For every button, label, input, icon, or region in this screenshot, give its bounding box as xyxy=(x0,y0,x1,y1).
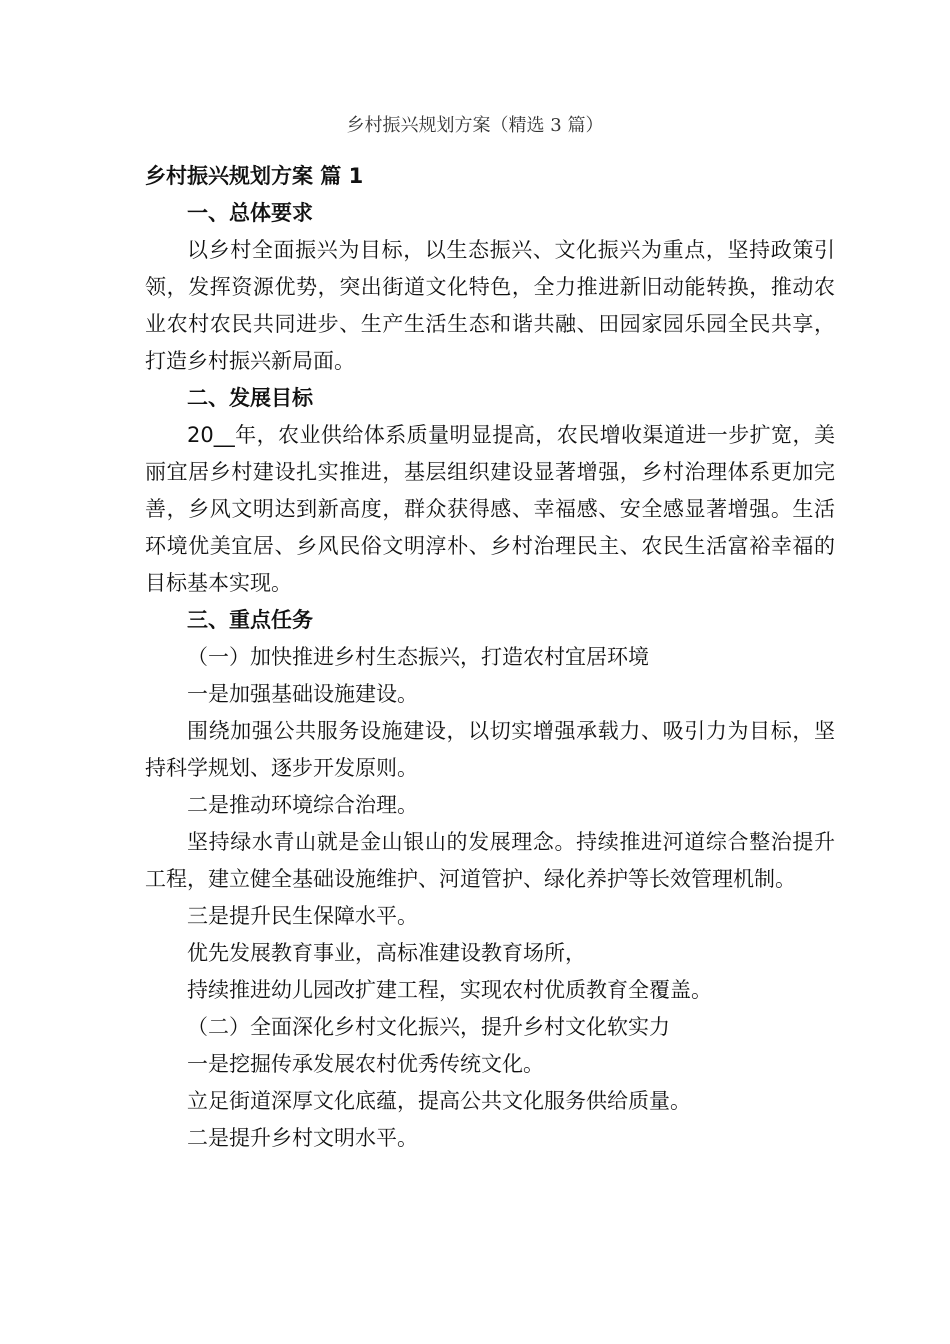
list-item: 二是提升乡村文明水平。 xyxy=(187,1126,418,1150)
section-title: 乡村振兴规划方案 篇 1 xyxy=(145,164,364,188)
heading-key-tasks: 三、重点任务 xyxy=(187,608,313,632)
heading-overall-requirements: 一、总体要求 xyxy=(187,201,313,225)
paragraph: 围绕加强公共服务设施建设，以切实增强承载力、吸引力为目标，坚持科学规划、逐步开发原则。 xyxy=(145,719,835,780)
paragraph: 20__年，农业供给体系质量明显提高，农民增收渠道进一步扩宽，美丽宜居乡村建设扎实推进，基层组织建设显著增强，乡村治理体系更加完善，乡风文明达到新高度，群众获得感、幸福感、安全感显著增强。生活环境优美宜居、乡风民俗文明淳朴、乡村治理民主、农民生活富裕幸福的目标基本实现。 xyxy=(145,423,835,595)
subheading: （二）全面深化乡村文化振兴，提升乡村文化软实力 xyxy=(187,1015,670,1039)
paragraph-line: 优先发展教育事业，高标准建设教育场所， xyxy=(187,941,586,965)
heading-development-goals: 二、发展目标 xyxy=(187,386,313,410)
list-item: 一是挖掘传承发展农村优秀传统文化。 xyxy=(187,1052,544,1076)
paragraph-line: 持续推进幼儿园改扩建工程，实现农村优质教育全覆盖。 xyxy=(187,978,712,1002)
paragraph-line: 立足街道深厚文化底蕴，提高公共文化服务供给质量。 xyxy=(187,1089,691,1113)
list-item: 三是提升民生保障水平。 xyxy=(187,904,418,928)
subheading: （一）加快推进乡村生态振兴，打造农村宜居环境 xyxy=(187,645,649,669)
document-title: 乡村振兴规划方案（精选 3 篇） xyxy=(346,115,604,136)
list-item: 二是推动环境综合治理。 xyxy=(187,793,418,817)
paragraph: 坚持绿水青山就是金山银山的发展理念。持续推进河道综合整治提升工程，建立健全基础设施维护、河道管护、绿化养护等长效管理机制。 xyxy=(145,830,835,891)
document-body xyxy=(145,158,835,1157)
list-item: 一是加强基础设施建设。 xyxy=(187,682,418,706)
paragraph: 以乡村全面振兴为目标，以生态振兴、文化振兴为重点，坚持政策引领，发挥资源优势，突出街道文化特色，全力推进新旧动能转换，推动农业农村农民共同进步、生产生活生态和谐共融、田园家园乐园全民共享，打造乡村振兴新局面。 xyxy=(145,238,835,373)
